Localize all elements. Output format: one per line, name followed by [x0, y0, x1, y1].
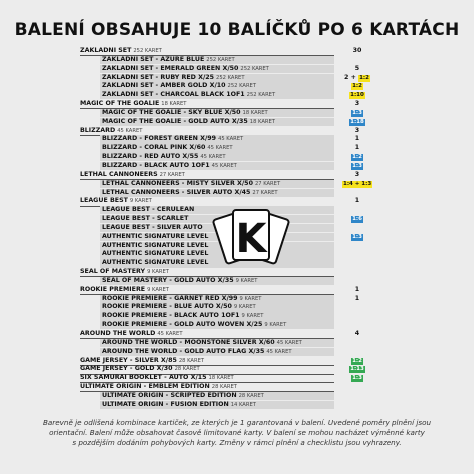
subset-row	[80, 74, 368, 83]
row-value	[342, 286, 372, 295]
card-count: 28 KARET	[238, 392, 264, 399]
card-count: 18 KARET	[242, 109, 268, 116]
row-label	[100, 153, 334, 161]
odds-badge: 1:2	[352, 154, 362, 161]
k-logo-cards-icon	[211, 200, 291, 280]
row-value-text: 1	[354, 197, 360, 205]
section-row	[80, 286, 368, 295]
card-count: 28 KARET	[174, 366, 200, 373]
odds-badge: 1:3	[352, 162, 362, 169]
row-value	[342, 303, 372, 312]
card-count: 9 KARET	[147, 269, 169, 276]
row-value	[342, 74, 372, 83]
row-value	[342, 171, 372, 180]
row-label-text: ZÁKLADNÍ SET - AZURE BLUE	[102, 55, 205, 63]
row-label	[100, 348, 334, 356]
row-label-text: AUTHENTIC SIGNATURE LEVEL	[102, 232, 209, 240]
row-value	[342, 357, 372, 366]
card-count: 252 KARET	[133, 48, 162, 54]
row-label-text: BLIZZARD	[80, 126, 116, 134]
section-row	[80, 171, 368, 180]
row-value	[342, 215, 372, 224]
row-value-text: 1	[354, 285, 360, 293]
card-count: 45 KARET	[211, 162, 237, 169]
row-label-text: LEAGUE BEST	[80, 197, 128, 205]
row-value	[342, 277, 372, 286]
row-label	[100, 56, 334, 64]
row-label-text: ULTIMATE ORIGIN - EMBLEM EDITION	[80, 383, 210, 391]
card-count: 27 KARET	[159, 171, 185, 178]
row-label-text: AUTHENTIC SIGNATURE LEVEL	[102, 259, 209, 267]
subset-row	[80, 162, 368, 171]
odds-badge: 1:10	[350, 92, 364, 99]
card-count: 45 KARET	[218, 136, 244, 143]
row-label-text: MAGIC OF THE GOALIE - SKY BLUE X/50	[102, 108, 241, 116]
subset-row	[80, 295, 368, 304]
row-value	[342, 144, 372, 153]
odds-badge: 1:13	[350, 366, 364, 373]
row-label	[100, 82, 334, 90]
row-label	[100, 91, 334, 99]
row-label	[100, 109, 334, 117]
card-count: 252 KARET	[227, 83, 256, 90]
row-label	[100, 339, 334, 347]
card-count: 252 KARET	[206, 56, 235, 63]
row-value	[342, 189, 372, 198]
card-count: 14 KARET	[230, 401, 256, 408]
section-row	[80, 357, 368, 366]
row-value	[342, 109, 372, 118]
row-value	[342, 56, 372, 65]
row-value	[342, 135, 372, 144]
row-label-text: BLIZZARD - BLACK AUTO 1OF1	[102, 161, 210, 169]
section-row	[80, 365, 368, 374]
odds-badge: 1:4 + 1:3	[343, 180, 372, 187]
row-label-text: ROOKIE PREMIERE	[80, 285, 146, 293]
row-label-text: LETHAL CANNONEERS - MISTY SILVER X/50	[102, 179, 253, 187]
row-value	[342, 242, 372, 251]
card-count: 45 KARET	[157, 331, 183, 337]
row-label-text: MAGIC OF THE GOALIE - GOLD AUTO X/35	[102, 117, 248, 125]
row-value	[342, 91, 372, 100]
row-value	[342, 118, 372, 127]
subset-row	[80, 135, 368, 144]
section-row	[80, 330, 368, 339]
card-count: 27 KARET	[252, 189, 278, 196]
row-label-text: SIX SAMURAI BOOKLET - AUTO X/15	[80, 374, 207, 382]
row-label-text: LETHAL CANNONEERS	[80, 170, 158, 178]
row-label	[100, 118, 334, 126]
row-value	[342, 321, 372, 330]
svg-text:K: K	[235, 216, 267, 262]
row-label-text: ZÁKLADNÍ SET - CHARCOAL BLACK 1OF1	[102, 91, 245, 99]
page-title: BALENÍ OBSAHUJE 10 BALÍČKŮ PO 6 KARTÁCH	[14, 20, 460, 40]
row-label	[100, 65, 334, 73]
row-label-text: AROUND THE WORLD - GOLD AUTO FLAG X/35	[102, 347, 265, 355]
subset-row	[80, 339, 368, 348]
odds-badge: 1:3	[352, 375, 362, 382]
odds-badge: 1:6	[352, 216, 362, 223]
row-value	[342, 259, 372, 268]
card-count: 9 KARET	[147, 286, 169, 293]
row-label	[100, 312, 334, 320]
row-value	[342, 224, 372, 233]
row-label-text: GAME JERSEY - GOLD X/30	[80, 365, 173, 373]
row-label-text: SEAL OF MASTERY	[80, 268, 146, 276]
row-label-text: ULTIMATE ORIGIN - SCRIPTED EDITION	[102, 391, 237, 399]
row-label	[100, 135, 334, 143]
footer-line: Barevně je odlišená kombinace kartiček, ze kterých je 1 garantovaná v balení. Uvedené poměry plnění jsou	[42, 418, 432, 427]
row-label-text: ROOKIE PREMIERE - GOLD AUTO WOVEN X/25	[102, 321, 263, 329]
row-label-text: BLIZZARD - RED AUTO X/55	[102, 153, 199, 161]
row-value-text: 30	[352, 47, 362, 54]
row-label-text: GAME JERSEY - SILVER X/85	[80, 356, 177, 364]
row-label-text: AROUND THE WORLD	[80, 330, 156, 337]
row-label	[100, 189, 334, 197]
row-value	[342, 233, 372, 242]
row-value-text: 5	[354, 64, 360, 72]
odds-badge: 1:2	[352, 83, 362, 90]
card-count: 28 KARET	[211, 384, 237, 391]
card-count: 45 KARET	[276, 339, 302, 346]
row-label-text: LEAGUE BEST - SILVER AUTO	[102, 223, 203, 231]
section-row	[80, 374, 368, 383]
card-count: 9 KARET	[129, 198, 152, 205]
row-value-text: 3	[354, 100, 360, 108]
row-label-text: SEAL OF MASTERY - GOLD AUTO X/35	[102, 276, 234, 284]
row-label-text: ZÁKLADNÍ SET	[80, 47, 132, 54]
row-value	[342, 180, 372, 189]
odds-badge: 1:18	[350, 118, 364, 125]
row-label-text: AUTHENTIC SIGNATURE LEVEL	[102, 241, 209, 249]
row-label	[100, 144, 334, 152]
section-row	[80, 47, 368, 56]
row-label-text: AUTHENTIC SIGNATURE LEVEL	[102, 250, 209, 258]
row-label	[100, 180, 334, 188]
subset-row	[80, 82, 368, 91]
row-value	[342, 127, 372, 136]
subset-row	[80, 118, 368, 127]
card-count: 252 KARET	[240, 65, 269, 72]
row-value	[342, 153, 372, 162]
subset-row	[80, 56, 368, 65]
row-label-text: LEAGUE BEST - CERULEAN	[102, 206, 195, 214]
section-row	[80, 383, 368, 392]
row-label-text: ZÁKLADNÍ SET - EMERALD GREEN X/50	[102, 64, 239, 72]
row-value	[342, 401, 372, 410]
row-label-text: ROOKIE PREMIERE - BLACK AUTO 1OF1	[102, 312, 240, 320]
card-count: 252 KARET	[216, 74, 245, 81]
subset-row	[80, 401, 368, 410]
row-value	[342, 65, 372, 74]
row-label-text: BLIZZARD - CORAL PINK X/60	[102, 144, 206, 152]
card-count: 9 KARET	[235, 277, 258, 284]
row-value	[342, 312, 372, 321]
row-value	[342, 268, 372, 277]
card-count: 18 KARET	[208, 375, 234, 382]
row-value	[342, 47, 372, 56]
row-label	[100, 162, 334, 170]
card-count: 45 KARET	[207, 145, 233, 152]
row-value-text: 4	[354, 330, 360, 337]
subset-row	[80, 392, 368, 401]
subset-row	[80, 321, 368, 330]
row-value	[342, 82, 372, 91]
card-count: 9 KARET	[239, 295, 262, 302]
row-value-text: 2 +	[344, 73, 359, 81]
row-value-text: 3	[354, 126, 360, 134]
row-value	[342, 383, 372, 392]
row-label-text: MAGIC OF THE GOALIE	[80, 100, 160, 108]
footer-note	[18, 418, 456, 449]
card-count: 28 KARET	[178, 357, 205, 364]
row-label	[100, 392, 334, 400]
row-label-text: BLIZZARD - FOREST GREEN X/99	[102, 135, 217, 143]
card-count: 45 KARET	[117, 127, 143, 134]
row-value	[342, 250, 372, 259]
subset-row	[80, 153, 368, 162]
row-label-text: AROUND THE WORLD - MOONSTONE SILVER X/60	[102, 338, 275, 346]
row-label	[100, 295, 334, 303]
row-value-text: 1	[354, 144, 360, 152]
footer-line: s pozdějším dodáním pohybových karty. Změny v rámci plnění a checklistu jsou vyhrazeny.	[72, 438, 402, 448]
card-count: 27 KARET	[254, 180, 281, 187]
row-value	[342, 100, 372, 109]
subset-row	[80, 348, 368, 357]
section-row	[80, 100, 368, 109]
row-label-text: LEAGUE BEST - SCARLET	[102, 215, 189, 223]
row-label-text: ZÁKLADNÍ SET - AMBER GOLD X/10	[102, 82, 226, 90]
subset-row	[80, 303, 368, 312]
row-value	[342, 339, 372, 348]
odds-badge: 1:2	[359, 74, 369, 81]
odds-badge: 1:2	[352, 357, 362, 364]
card-count: 45 KARET	[266, 348, 292, 355]
odds-badge: 1:3	[352, 109, 362, 116]
row-label-text: ZÁKLADNÍ SET - RUBY RED X/25	[102, 73, 215, 81]
row-label	[100, 303, 334, 311]
row-value	[342, 295, 372, 304]
row-value	[342, 162, 372, 171]
subset-row	[80, 65, 368, 74]
footer-line: orientační. Balení může obsahovat časově limitované karty. V balení se mohou nacházet výměnné karty	[49, 428, 425, 438]
row-label-text: LETHAL CANNONEERS - SILVER AUTO X/45	[102, 188, 251, 196]
row-label	[100, 74, 334, 82]
row-label	[100, 401, 334, 409]
row-value	[342, 365, 372, 374]
row-value	[342, 197, 372, 206]
card-count: 9 KARET	[264, 322, 287, 329]
row-label	[100, 321, 334, 329]
subset-row	[80, 179, 372, 189]
row-value	[342, 206, 372, 215]
odds-badge: 1:3	[352, 233, 362, 240]
row-label-text: ROOKIE PREMIERE - GARNET RED X/99	[102, 294, 238, 302]
subset-row	[80, 91, 368, 100]
row-value	[342, 392, 372, 401]
card-count: 9 KARET	[233, 304, 256, 311]
subset-row	[80, 189, 368, 198]
card-count: 9 KARET	[241, 313, 264, 320]
subset-row	[80, 109, 368, 118]
row-value	[342, 330, 372, 339]
row-value-text: 1	[354, 135, 360, 143]
subset-row	[80, 144, 368, 153]
row-value	[342, 374, 372, 383]
card-count: 18 KARET	[249, 118, 275, 125]
section-row	[80, 127, 368, 136]
row-label-text: ULTIMATE ORIGIN - FUSION EDITION	[102, 400, 229, 408]
row-value	[342, 348, 372, 357]
row-label-text: ROOKIE PREMIERE - BLUE AUTO X/50	[102, 303, 232, 311]
row-value-text: 1	[354, 294, 360, 302]
row-value-text: 3	[354, 170, 360, 178]
card-count: 18 KARET	[161, 101, 187, 108]
card-count: 45 KARET	[200, 154, 226, 161]
subset-row	[80, 312, 368, 321]
card-count: 252 KARET	[246, 92, 276, 99]
